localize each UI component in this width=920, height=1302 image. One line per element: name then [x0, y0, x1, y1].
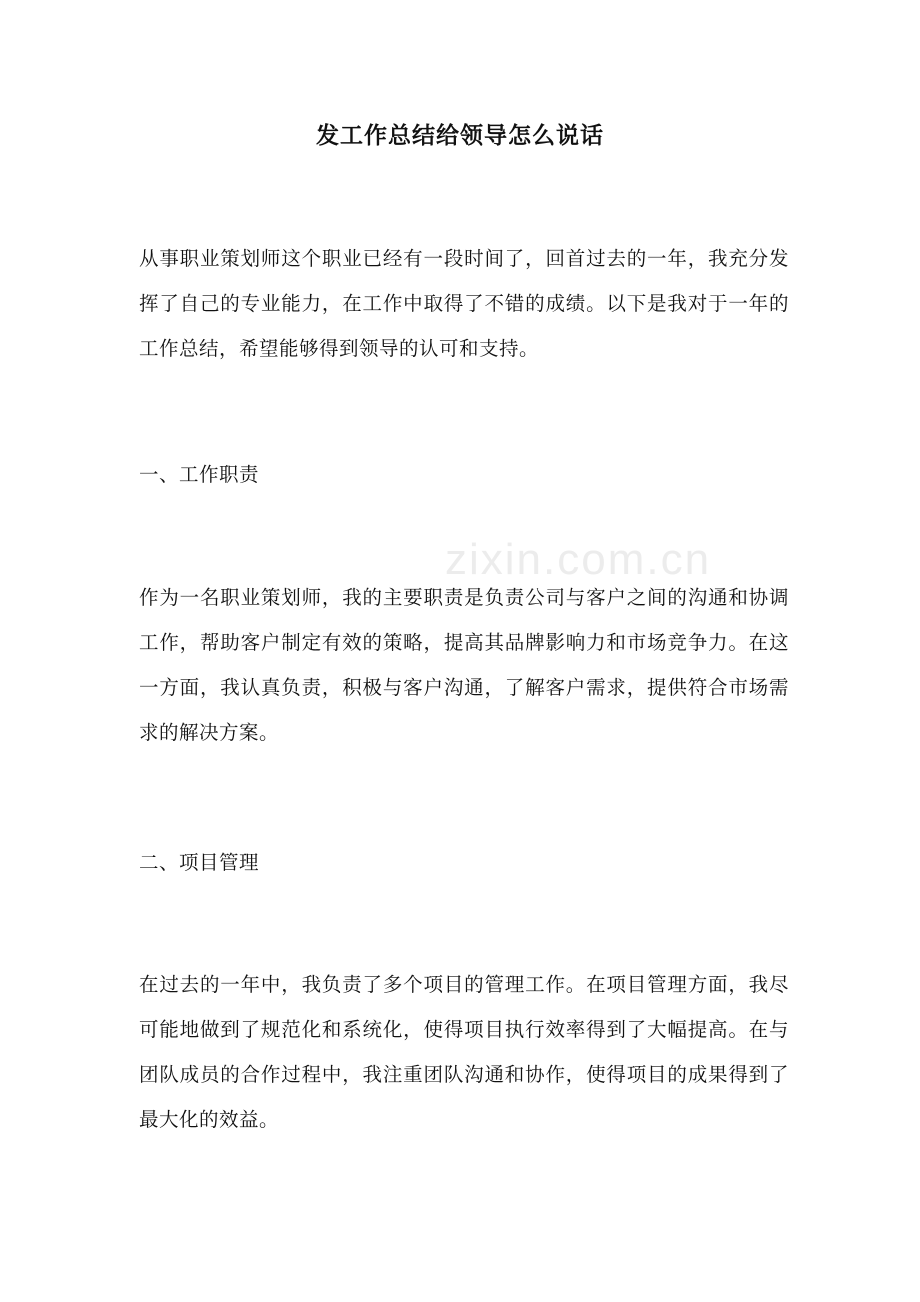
- project-management-text: 在过去的一年中，我负责了多个项目的管理工作。在项目管理方面，我尽可能地做到了规范化和系统化，使得项目执行效率得到了大幅提高。在与团队成员的合作过程中，我注重团队沟通和协作，使得项目的成果得到了最大化的效益。: [139, 973, 789, 1131]
- section-heading-responsibilities: 一、工作职责: [139, 463, 260, 486]
- responsibilities-paragraph: [139, 575, 789, 755]
- intro-paragraph: [139, 236, 789, 371]
- document-title: 发工作总结给领导怎么说话: [316, 122, 604, 149]
- intro-text: 从事职业策划师这个职业已经有一段时间了，回首过去的一年，我充分发挥了自己的专业能力，在工作中取得了不错的成绩。以下是我对于一年的工作总结，希望能够得到领导的认可和支持。: [139, 247, 789, 360]
- watermark-text: zixin.com.cn: [445, 535, 712, 584]
- responsibilities-text: 作为一名职业策划师，我的主要职责是负责公司与客户之间的沟通和协调工作，帮助客户制定有效的策略，提高其品牌影响力和市场竞争力。在这一方面，我认真负责，积极与客户沟通，了解客户需求，提供符合市场需求的解决方案。: [139, 586, 789, 744]
- project-management-paragraph: [139, 962, 789, 1142]
- section-heading-project-management: 二、项目管理: [139, 851, 260, 874]
